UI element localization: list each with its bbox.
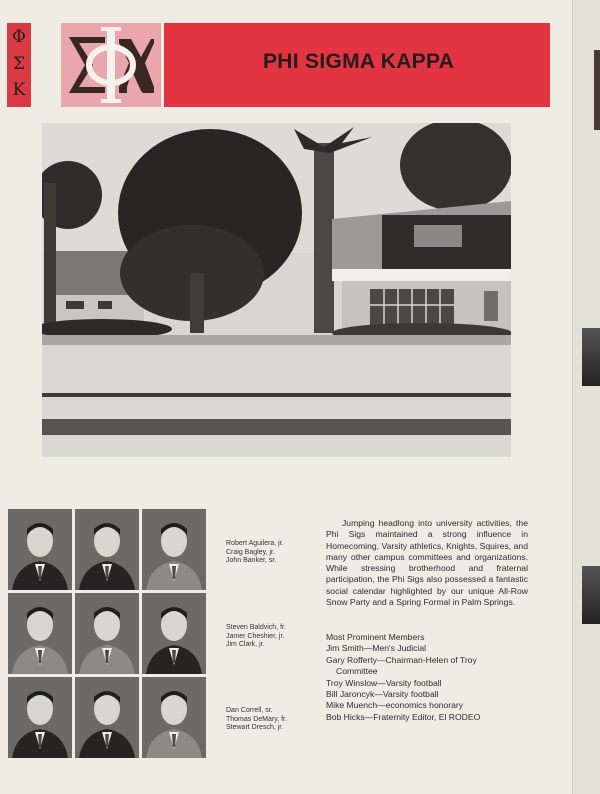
- portrait-thomas-demary: [75, 677, 139, 758]
- prominent-member-line: Bob Hicks—Fraternity Editor, El RODEO: [326, 711, 481, 722]
- portrait-dan-correll: [8, 677, 72, 758]
- caption-line: Jamer Cheshier, jr.: [226, 632, 285, 640]
- story-paragraph: Jumping headlong into university activities, the Phi Sigs maintained a strong influence in Homecoming, Varsity athletics, Knights, Squires, and many other campus committees and organizations. While stressing brotherhood and fraternal participation, the Phi Sigs also possessed a fantastic social calendar highlighted by our unique All-Row Snow Party and a Spring Formal in Palm Springs.: [326, 518, 528, 608]
- portrait-caption-row-2: [226, 624, 286, 650]
- portrait-stewart-dresch: [142, 677, 206, 758]
- facing-page-red-bar: [594, 50, 600, 130]
- prominent-members-heading: Most Prominent Members: [326, 632, 425, 642]
- caption-line: Craig Bagley, jr.: [226, 548, 275, 556]
- prominent-member-line: Gary Rofferty—Chairman-Helen of Troy: [326, 654, 477, 665]
- chapter-story: [326, 518, 528, 608]
- facing-page-portrait: [582, 566, 600, 624]
- portrait-caption-row-1: [226, 540, 284, 566]
- caption-line: Jim Clark, jr.: [226, 641, 265, 649]
- greek-letter-phi: Φ: [12, 27, 26, 47]
- portrait-robert-aguilera: [8, 509, 72, 590]
- caption-line: Dan Correll, sr.: [226, 707, 273, 714]
- caption-line: John Banker, sr.: [226, 557, 277, 565]
- prominent-members: [326, 632, 480, 723]
- prominent-member-line: Committee: [336, 666, 378, 677]
- portrait-steven-baldvich: [8, 593, 72, 674]
- caption-line: Steven Baldvich, fr.: [226, 624, 286, 631]
- greek-letters-block: [7, 23, 31, 107]
- caption-line: Robert Aguilera, jr.: [226, 540, 284, 547]
- prominent-member-line: Jim Smith—Men's Judicial: [326, 643, 427, 654]
- portrait-caption-row-3: [226, 707, 287, 733]
- page-title: PHI SIGMA KAPPA: [263, 50, 455, 73]
- caption-line: Stewart Dresch, jr.: [226, 724, 284, 732]
- chapter-house-photo: [42, 123, 511, 457]
- header-title-bar: [164, 23, 550, 107]
- greek-letter-kappa: Κ: [12, 80, 26, 100]
- portrait-craig-bagley: [75, 509, 139, 590]
- greek-letter-sigma: Σ: [12, 54, 26, 74]
- portrait-jim-clark: [142, 593, 206, 674]
- prominent-member-line: Troy Winslow—Varsity football: [326, 677, 442, 688]
- facing-page-portrait: [582, 328, 600, 386]
- prominent-member-line: Bill Jaroncyk—Varsity football: [326, 689, 439, 700]
- caption-line: Thomas DeMary, fr.: [226, 715, 287, 723]
- fraternity-crest: [61, 23, 161, 107]
- portrait-jamer-cheshier: [75, 593, 139, 674]
- portrait-john-banker: [142, 509, 206, 590]
- prominent-member-line: Mike Muench—economics honorary: [326, 700, 464, 711]
- phi-sigma-kappa-monogram-icon: [61, 23, 161, 107]
